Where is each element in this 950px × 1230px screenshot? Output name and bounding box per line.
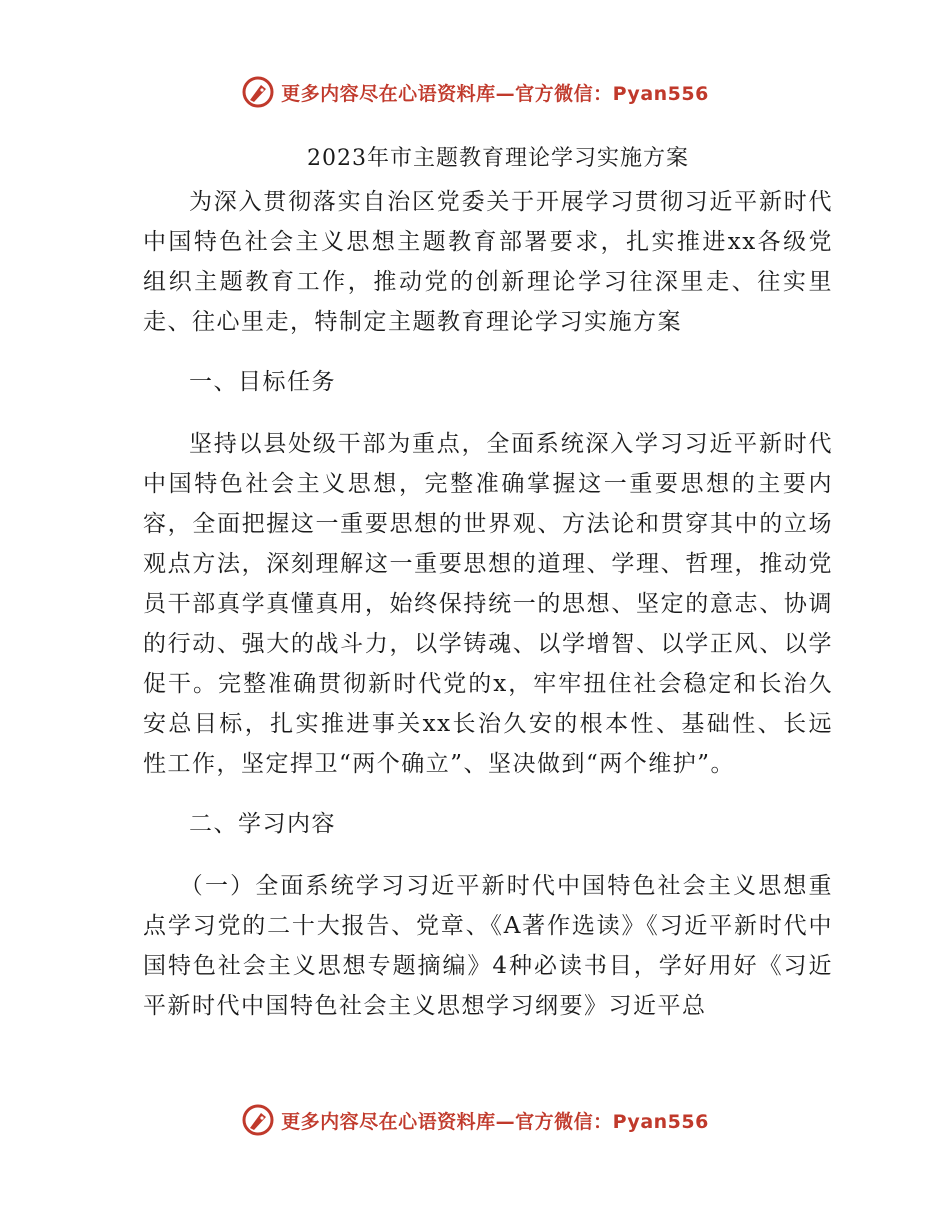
section-heading-content: 二、学习内容 [189,811,336,837]
watermark-banner-bottom [0,1100,950,1140]
document-title: 2023年市主题教育理论学习实施方案 [307,146,689,171]
document-body [143,138,833,1026]
pen-nib-logo-icon [241,1103,275,1137]
watermark-banner-top [0,72,950,112]
section-heading-goals: 一、目标任务 [189,369,336,395]
watermark-text: 更多内容尽在心语资料库—官方微信：Pyan556 [281,1110,709,1133]
pen-nib-logo-icon [241,75,275,109]
intro-paragraph: 为深入贯彻落实自治区党委关于开展学习贯彻习近平新时代中国特色社会主义思想主题教育部署要求，扎实推进xx各级党组织主题教育工作，推动党的创新理论学习往深里走、往实里走、往心里走，特制定主题教育理论学习实施方案 [143,189,833,335]
watermark-text: 更多内容尽在心语资料库—官方微信：Pyan556 [281,82,709,105]
content-paragraph: （一）全面系统学习习近平新时代中国特色社会主义思想重点学习党的二十大报告、党章、《A著作选读》《习近平新时代中国特色社会主义思想专题摘编》4种必读书目，学好用好《习近平新时代中国特色社会主义思想学习纲要》习近平总 [143,873,833,1019]
goals-paragraph: 坚持以县处级干部为重点，全面系统深入学习习近平新时代中国特色社会主义思想，完整准确掌握这一重要思想的主要内容，全面把握这一重要思想的世界观、方法论和贯穿其中的立场观点方法，深刻理解这一重要思想的道理、学理、哲理，推动党员干部真学真懂真用，始终保持统一的思想、坚定的意志、协调的行动、强大的战斗力，以学铸魂、以学增智、以学正风、以学促干。完整准确贯彻新时代党的x，牢牢扭住社会稳定和长治久安总目标，扎实推进事关xx长治久安的根本性、基础性、长远性工作，坚定捍卫“两个确立”、坚决做到“两个维护”。 [143,431,833,777]
